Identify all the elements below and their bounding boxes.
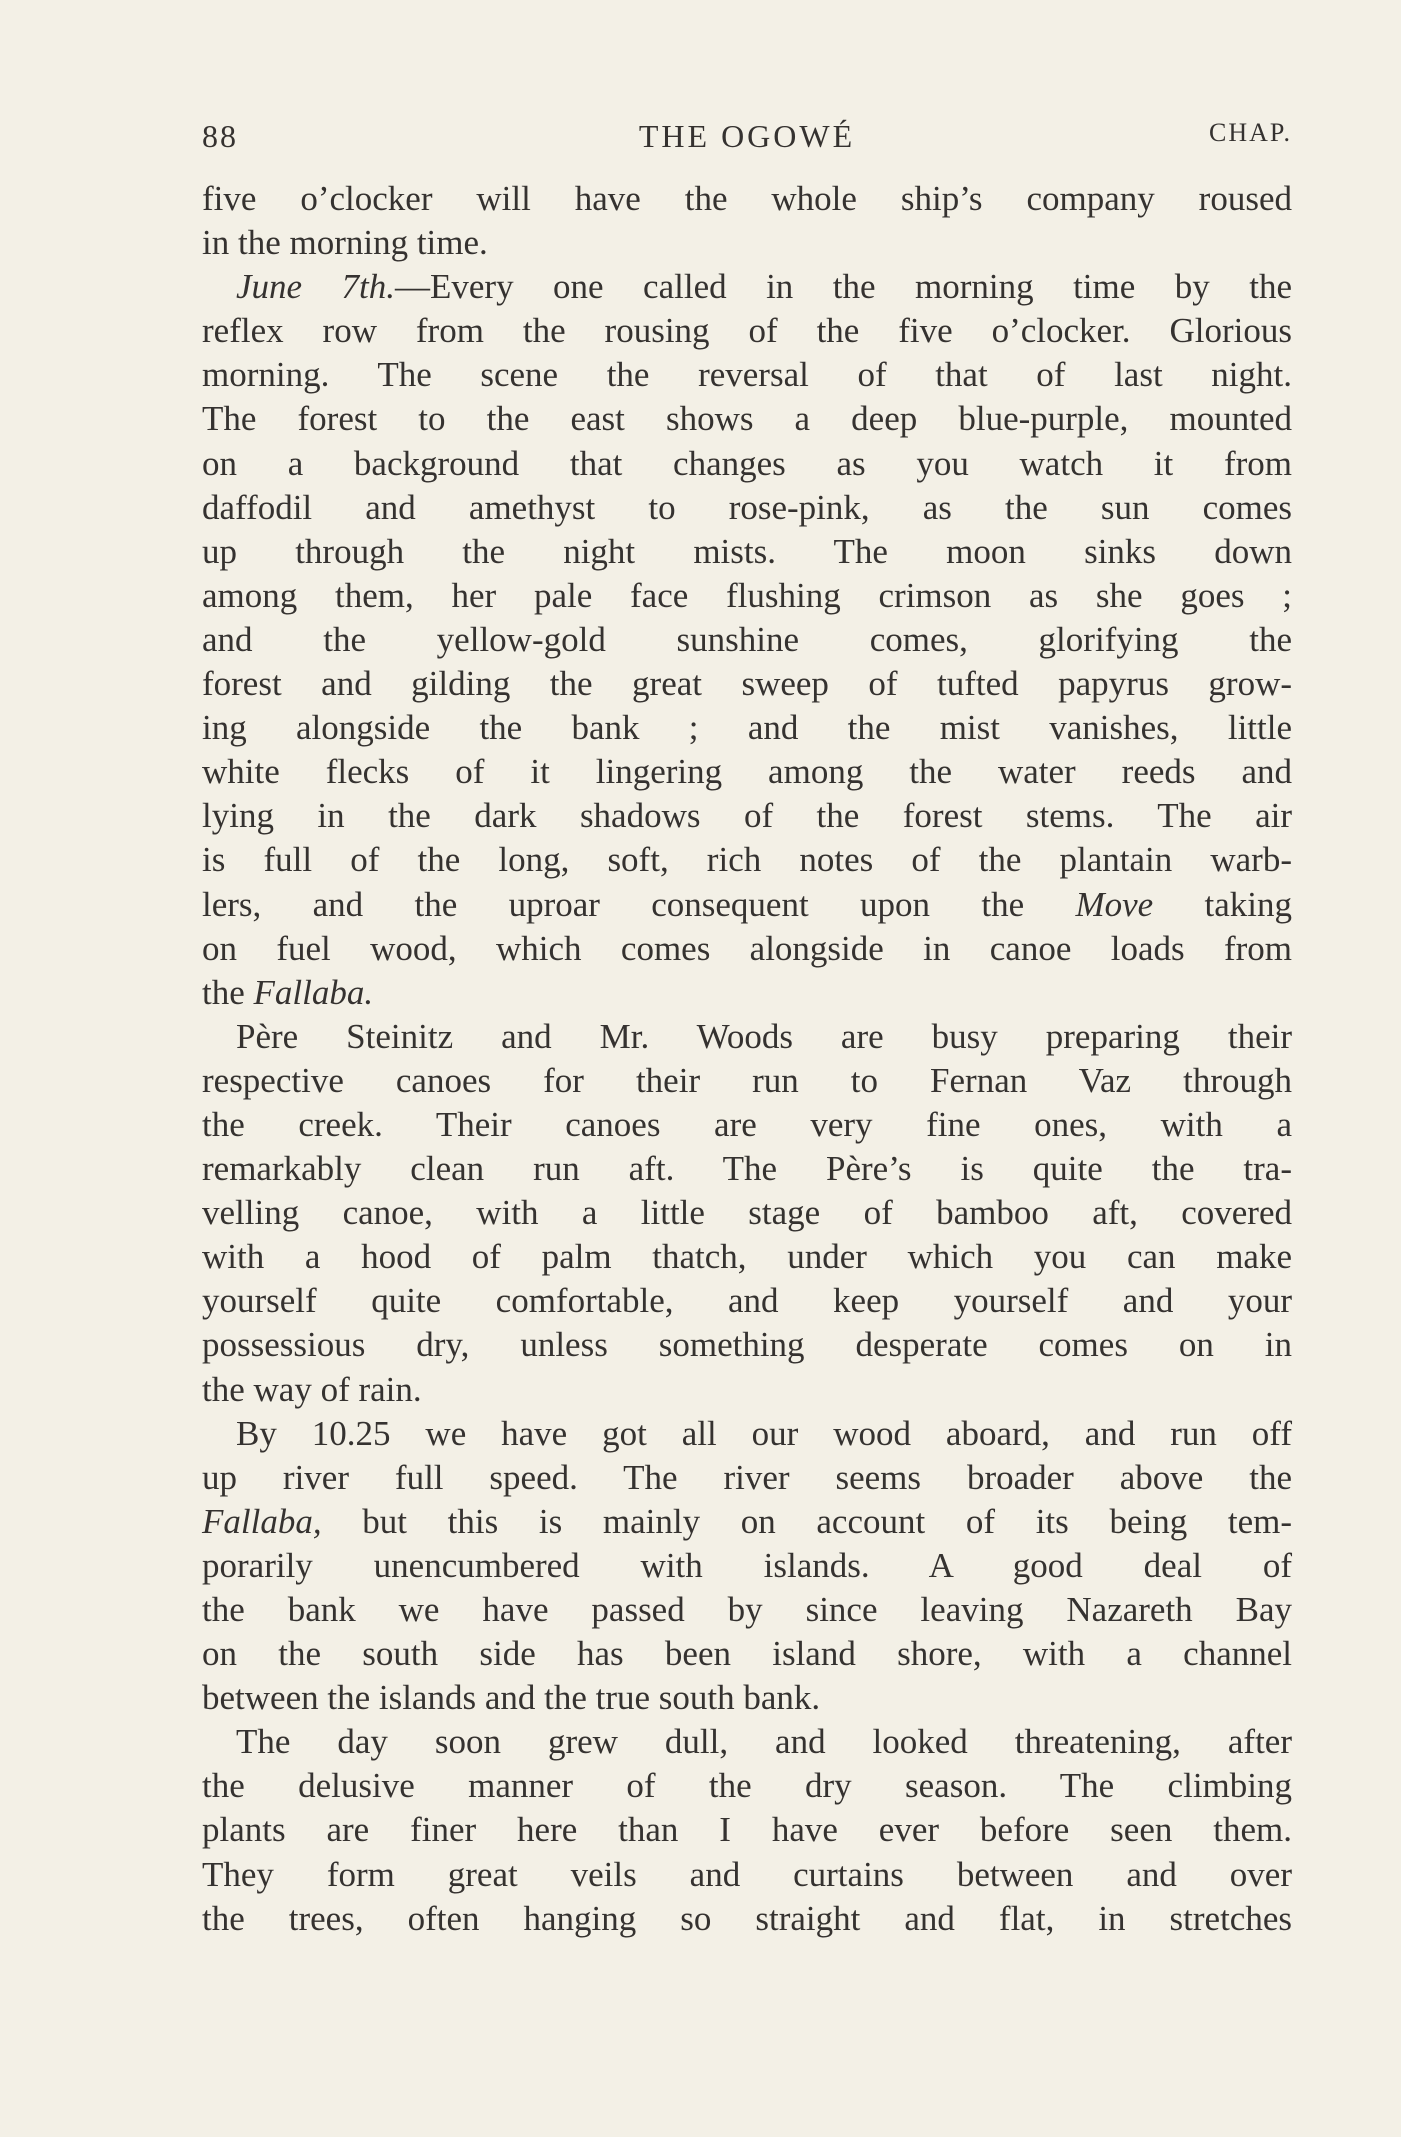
- body-text: [202, 177, 1292, 1941]
- text-line: velling canoe, with a little stage of bamboo aft, covered: [202, 1193, 1292, 1233]
- running-title: THE OGOWÉ: [638, 118, 856, 154]
- text-line: the creek. Their canoes are very fine ones, with a: [202, 1104, 1292, 1144]
- place-name: Fallaba,: [202, 1501, 322, 1541]
- ship-name: Move: [1075, 884, 1154, 924]
- place-name: Fallaba.: [253, 972, 374, 1012]
- text-line: lying in the dark shadows of the forest stems. The air: [202, 796, 1292, 836]
- text-line: the delusive manner of the dry season. The climbing: [202, 1766, 1292, 1806]
- text-line: They form great veils and curtains between and over: [202, 1854, 1292, 1894]
- text-line: The day soon grew dull, and looked threatening, after: [236, 1722, 1292, 1762]
- text-line: in the morning time.: [202, 223, 488, 263]
- text-line: By 10.25 we have got all our wood aboard, and run off: [236, 1413, 1292, 1453]
- text-line: remarkably clean run aft. The Père’s is quite the tra-: [202, 1149, 1292, 1189]
- chapter-mark: CHAP.: [1209, 118, 1292, 147]
- text-line: the Fallaba.: [202, 972, 374, 1012]
- text-line: porarily unencumbered with islands. A good deal of: [202, 1545, 1292, 1585]
- page-number: 88: [202, 118, 238, 154]
- text-line: The forest to the east shows a deep blue-purple, mounted: [202, 399, 1292, 439]
- text-line: lers, and the uproar consequent upon the Move taking: [202, 884, 1293, 924]
- text-line: white flecks of it lingering among the water reeds and: [202, 752, 1292, 792]
- text-line: on fuel wood, which comes alongside in canoe loads from: [202, 928, 1292, 968]
- text-line: the trees, often hanging so straight and flat, in stretches: [202, 1898, 1292, 1938]
- text-line: on the south side has been island shore, with a channel: [202, 1634, 1292, 1674]
- text-line: with a hood of palm thatch, under which you can make: [202, 1237, 1292, 1277]
- text-line: morning. The scene the reversal of that of last night.: [202, 355, 1292, 395]
- text-line: is full of the long, soft, rich notes of the plantain warb-: [202, 840, 1292, 880]
- text-line: respective canoes for their run to Fernan Vaz through: [202, 1060, 1292, 1100]
- text-line: the bank we have passed by since leaving Nazareth Bay: [202, 1590, 1292, 1629]
- text-line: Fallaba, but this is mainly on account of its being tem-: [202, 1501, 1292, 1541]
- text-line: up river full speed. The river seems broader above the: [202, 1457, 1292, 1497]
- text-line: between the islands and the true south bank.: [202, 1678, 821, 1718]
- text-line: plants are finer here than I have ever before seen them.: [202, 1810, 1292, 1850]
- text-line: five o’clocker will have the whole ship’s company roused: [202, 179, 1292, 218]
- text-line: daffodil and amethyst to rose-pink, as the sun comes: [202, 487, 1292, 527]
- text-line: ing alongside the bank ; and the mist vanishes, little: [202, 708, 1292, 748]
- text-line: reflex row from the rousing of the five o’clocker. Glorious: [202, 311, 1292, 351]
- text-line: possessious dry, unless something desperate comes on in: [202, 1325, 1292, 1365]
- text-line: the way of rain.: [202, 1369, 422, 1409]
- diary-date: June 7th.: [236, 267, 396, 307]
- text-line: and the yellow-gold sunshine comes, glorifying the: [202, 619, 1292, 659]
- text-line: yourself quite comfortable, and keep yourself and your: [202, 1281, 1292, 1321]
- text-line: on a background that changes as you watch it from: [202, 443, 1292, 483]
- text-line: Père Steinitz and Mr. Woods are busy preparing their: [236, 1016, 1292, 1056]
- text-line: among them, her pale face flushing crimson as she goes ;: [202, 575, 1292, 615]
- text-line: up through the night mists. The moon sinks down: [202, 531, 1292, 571]
- text-line: forest and gilding the great sweep of tufted papyrus grow-: [202, 664, 1292, 704]
- running-header: [202, 118, 1292, 158]
- text-line: June 7th.—Every one called in the morning time by the: [236, 267, 1292, 307]
